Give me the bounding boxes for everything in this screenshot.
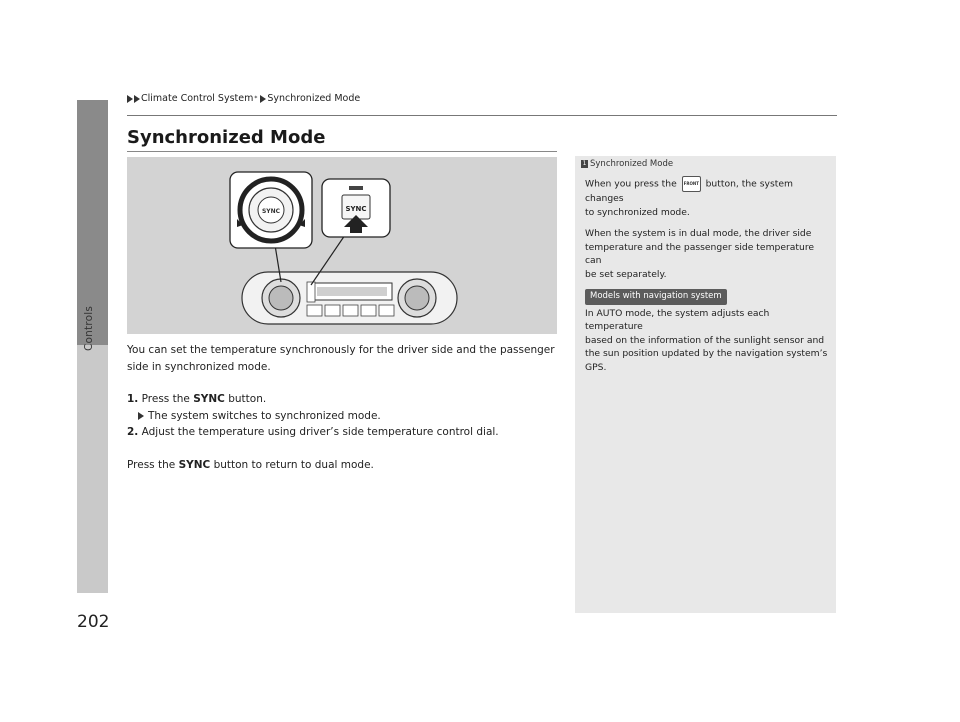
- section-tab-light: [77, 345, 108, 593]
- sidebar-text: GPS.: [585, 361, 607, 373]
- sidebar-text: When the system is in dual mode, the driver side: [585, 228, 812, 239]
- dial-sync-label: SYNC: [261, 208, 281, 215]
- step-text: Adjust the temperature using driver’s side temperature control dial.: [141, 426, 499, 438]
- closing-line: [127, 457, 557, 474]
- page-title: Synchronized Mode: [127, 127, 326, 148]
- breadcrumb-asterisk: *: [254, 95, 258, 102]
- breadcrumb: [127, 93, 360, 104]
- intro-line: You can set the temperature synchronously for the driver side and the passenger: [127, 344, 555, 356]
- section-tab-label[interactable]: Controls: [83, 306, 95, 352]
- page-number: 202: [77, 612, 110, 632]
- sync-button-label: SYNC: [345, 205, 367, 213]
- climate-control-illustration: [127, 157, 557, 334]
- step-number: 2.: [127, 426, 139, 438]
- sync-button-reference: SYNC: [193, 393, 225, 405]
- step-number: 1.: [127, 393, 139, 405]
- breadcrumb-arrow-icon: [260, 95, 266, 103]
- front-defrost-button-icon: [682, 176, 701, 192]
- breadcrumb-current-page: Synchronized Mode: [267, 93, 361, 104]
- title-divider: [127, 151, 557, 152]
- model-tag: Models with navigation system: [585, 289, 727, 305]
- sidebar-text: button, the system changes: [585, 178, 793, 204]
- breadcrumb-arrow-icon: [134, 95, 140, 103]
- sidebar-body: [585, 176, 829, 374]
- sidebar-text: the sun position updated by the navigation system’s: [585, 348, 828, 359]
- result-arrow-icon: [138, 412, 144, 420]
- sidebar-text: to synchronized mode.: [585, 206, 690, 218]
- sidebar-text: be set separately.: [585, 268, 667, 280]
- sidebar-paragraph: [585, 176, 829, 206]
- sidebar-text: When you press the: [585, 178, 677, 190]
- sync-button-reference: SYNC: [178, 458, 211, 471]
- sidebar-text: In AUTO mode, the system adjusts each temperature: [585, 307, 770, 332]
- notes-sidebar: [575, 156, 836, 613]
- breadcrumb-section-link[interactable]: Climate Control System: [141, 93, 254, 104]
- intro-line: side in synchronized mode.: [127, 360, 271, 373]
- step-2: [127, 424, 557, 441]
- closing-text: Press the: [127, 458, 176, 471]
- sidebar-text: temperature and the passenger side temperature can: [585, 241, 815, 266]
- step-1-result: [127, 408, 557, 425]
- step-text: button.: [228, 393, 267, 405]
- step-result-text: The system switches to synchronized mode.: [148, 409, 381, 422]
- body-text: [127, 342, 557, 473]
- sidebar-heading-text: Synchronized Mode: [590, 159, 674, 169]
- front-icon-label: FRONT: [683, 181, 699, 186]
- climate-control-panel-icon: [127, 157, 557, 334]
- header-divider: [127, 115, 837, 116]
- step-text: Press the: [141, 393, 190, 405]
- closing-text: button to return to dual mode.: [213, 458, 374, 471]
- sidebar-heading: [581, 159, 673, 169]
- reference-badge: 1: [582, 160, 587, 167]
- breadcrumb-arrow-icon: [127, 95, 133, 103]
- step-1: [127, 391, 557, 408]
- sidebar-text: based on the information of the sunlight sensor and: [585, 334, 825, 346]
